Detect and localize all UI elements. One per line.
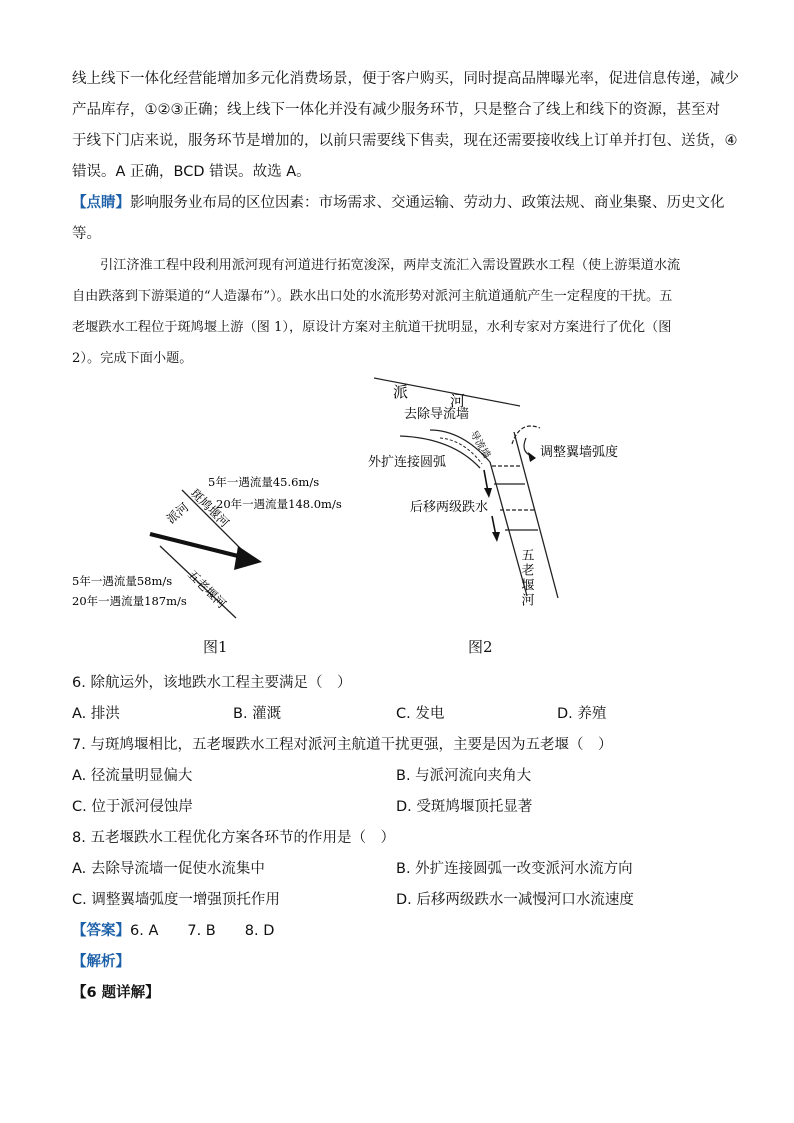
q6-option-b[interactable]: B. 灌溉 (233, 706, 282, 722)
analysis-heading (72, 950, 130, 971)
dianjing-line1 (72, 191, 725, 212)
q7-option-d[interactable]: D. 受斑鸠堰顶托显著 (396, 799, 533, 815)
fig2-wulaoyan-label: 五老堰河 (518, 548, 534, 608)
q7-stem: 7. 与斑鸠堰相比，五老堰跌水工程对派河主航道干扰更强，主要是因为五老堰（ ） (72, 737, 613, 753)
intro-line4: 2）。完成下面小题。 (72, 351, 193, 366)
q8-option-b[interactable]: B. 外扩连接圆弧一改变派河水流方向 (396, 861, 633, 877)
answer-text: 6. A 7. B 8. D (130, 923, 275, 939)
q7-option-c[interactable]: C. 位于派河侵蚀岸 (72, 799, 193, 815)
dianjing-text-1: 影响服务业布局的区位因素：市场需求、交通运输、劳动力、政策法规、商业集聚、历史文化 (130, 195, 725, 211)
analysis-tag: 【解析】 (72, 954, 130, 970)
fig1-trib-upper-label: 斑鸠堰河 (187, 486, 232, 531)
q8-option-a[interactable]: A. 去除导流墙一促使水流集中 (72, 861, 265, 877)
fig2-expand-arc-label: 外扩连接圆弧 (368, 455, 447, 470)
fig2-guide-wall-label: 导流墙 (467, 429, 492, 461)
q8-stem: 8. 五老堰跌水工程优化方案各环节的作用是（ ） (72, 830, 395, 846)
fig1-main-river-arrow (150, 534, 246, 558)
figures-svg (0, 370, 794, 670)
fig2-move-back-label: 后移两级跌水 (410, 500, 489, 515)
para1-line2: 产品库存，①②③正确；线上线下一体化并没有减少服务环节，只是整合了线上和线下的资源，甚至对 (72, 102, 720, 118)
q6-stem: 6. 除航运外，该地跌水工程主要满足（ ） (72, 675, 352, 691)
q6-option-c[interactable]: C. 发电 (396, 706, 445, 722)
fig1-lower-flow20: 20年一遇流量187m/s (72, 594, 187, 608)
q6-option-a[interactable]: A. 排洪 (72, 706, 120, 722)
para1-line4: 错误。A 正确，BCD 错误。故选 A。 (72, 164, 311, 180)
dianjing-tag: 【点睛】 (72, 195, 130, 211)
q8-option-c[interactable]: C. 调整翼墙弧度一增强顶托作用 (72, 892, 280, 908)
fig2-moveback-head-2 (492, 532, 500, 542)
fig2-wing-arrow-head (528, 452, 536, 462)
q7-option-b[interactable]: B. 与派河流向夹角大 (396, 768, 532, 784)
dianjing-line2: 等。 (72, 226, 101, 242)
q8-option-d[interactable]: D. 后移两级跌水一减慢河口水流速度 (396, 892, 634, 908)
detail6-heading (72, 981, 160, 1002)
figure1-diagram (72, 475, 342, 618)
figure2-diagram (368, 378, 618, 608)
answer-line (72, 919, 274, 940)
figure1-caption: 图1 (203, 638, 228, 656)
fig1-lower-flow5: 5年一遇流量58m/s (72, 574, 173, 588)
figure2-caption: 图2 (468, 638, 493, 656)
fig1-upper-flow5: 5年一遇流量45.6m/s (208, 475, 320, 489)
fig1-main-river-label: 派河 (163, 500, 192, 527)
fig1-upper-flow20: 20年一遇流量148.0m/s (216, 497, 342, 511)
intro-line1: 引江济淮工程中段利用派河现有河道进行拓宽浚深，两岸支流汇入需设置跌水工程（使上游渠道水流 (100, 258, 681, 273)
detail6-tag: 【6 题详解】 (72, 985, 160, 1001)
q6-option-d[interactable]: D. 养殖 (557, 706, 607, 722)
fig2-remove-wall: 去除导流墙 (404, 407, 470, 422)
fig2-adjust-wing-label: 调整翼墙弧度 (540, 445, 619, 460)
fig2-wing-arrow (524, 438, 532, 456)
para1-line1: 线上线下一体化经营能增加多元化消费场景，便于客户购买，同时提高品牌曝光率，促进信息传递，减少 (72, 71, 739, 87)
fig2-pai-char-1: 派 (393, 383, 409, 401)
fig1-arrow-head (234, 546, 262, 570)
answer-tag: 【答案】 (72, 923, 130, 939)
intro-line2: 自由跌落到下游渠道的“人造瀑布”）。跌水出口处的水流形势对派河主航道通航产生一定程度的干扰。五 (72, 289, 673, 304)
para1-line3: 于线下门店来说，服务环节是增加的，以前只需要线下售卖，现在还需要接收线上订单并打包、送货，④ (72, 133, 738, 149)
intro-line3: 老堰跌水工程位于斑鸠堰上游（图 1），原设计方案对主航道干扰明显，水利专家对方案进行了优化（图 (72, 320, 672, 335)
fig1-trib-lower-label: 五老堰河 (184, 567, 229, 612)
fig2-pai-char-2: 河 (450, 392, 466, 410)
q7-option-a[interactable]: A. 径流量明显偏大 (72, 768, 193, 784)
fig2-moveback-head-1 (484, 488, 492, 498)
